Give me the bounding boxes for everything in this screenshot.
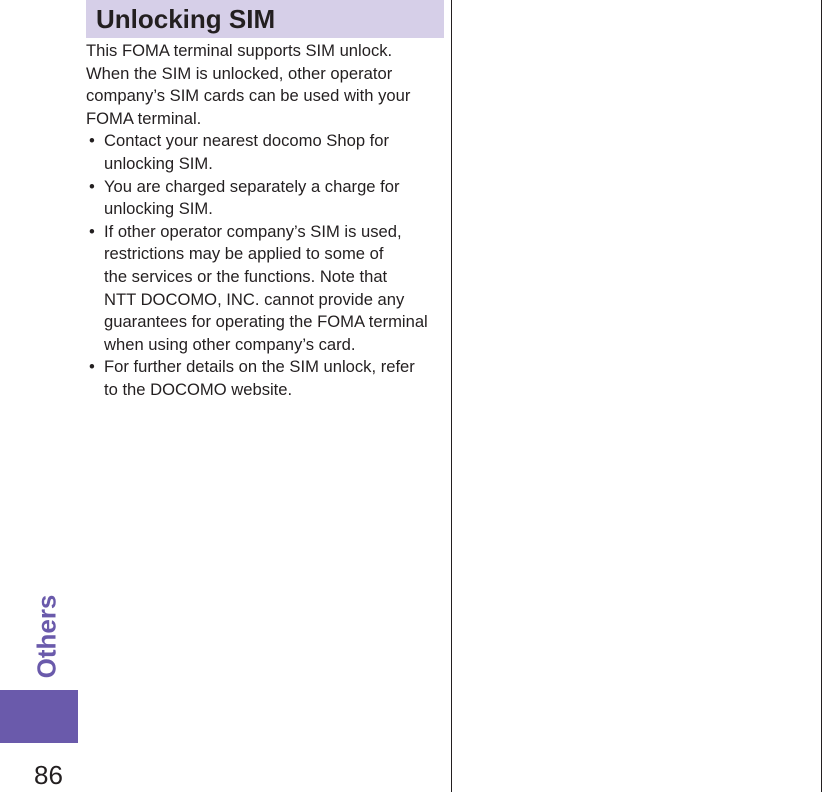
intro-line: When the SIM is unlocked, other operator	[86, 63, 393, 83]
bullet-list	[86, 130, 448, 401]
intro-paragraph	[86, 40, 448, 130]
bullet-line: If other operator company’s SIM is used,	[104, 221, 402, 241]
section-title: Unlocking SIM	[96, 4, 276, 34]
bullet-icon: •	[89, 221, 95, 241]
main-content	[86, 40, 448, 402]
intro-line: This FOMA terminal supports SIM unlock.	[86, 41, 393, 60]
bullet-line: to the DOCOMO website.	[104, 379, 293, 399]
bullet-line: unlocking SIM.	[104, 199, 213, 219]
bullet-line: when using other company’s card.	[104, 334, 356, 354]
bullet-item	[86, 176, 448, 221]
column-divider	[451, 0, 452, 792]
bullet-line: restrictions may be applied to some of	[104, 244, 384, 264]
page-edge-line	[821, 0, 822, 792]
chapter-label-text: Others	[31, 594, 62, 678]
bullet-icon: •	[89, 176, 95, 196]
bullet-line: You are charged separately a charge for	[104, 176, 400, 196]
chapter-side-label	[29, 588, 65, 684]
intro-line: company’s SIM cards can be used with your	[86, 86, 411, 106]
bullet-item	[86, 356, 448, 401]
bullet-line: For further details on the SIM unlock, refer	[104, 357, 415, 377]
bullet-line: guarantees for operating the FOMA terminal	[104, 312, 428, 332]
bullet-line: Contact your nearest docomo Shop for	[104, 131, 390, 151]
bullet-icon: •	[89, 131, 95, 151]
bullet-line: unlocking SIM.	[104, 153, 213, 173]
intro-line: FOMA terminal.	[86, 108, 202, 128]
chapter-tab	[0, 690, 78, 743]
section-header	[86, 0, 444, 38]
bullet-item	[86, 221, 448, 357]
bullet-item	[86, 130, 448, 175]
bullet-line: the services or the functions. Note that	[104, 266, 388, 286]
bullet-icon: •	[89, 357, 95, 377]
bullet-line: NTT DOCOMO, INC. cannot provide any	[104, 289, 405, 309]
page-number: 86	[34, 760, 63, 790]
